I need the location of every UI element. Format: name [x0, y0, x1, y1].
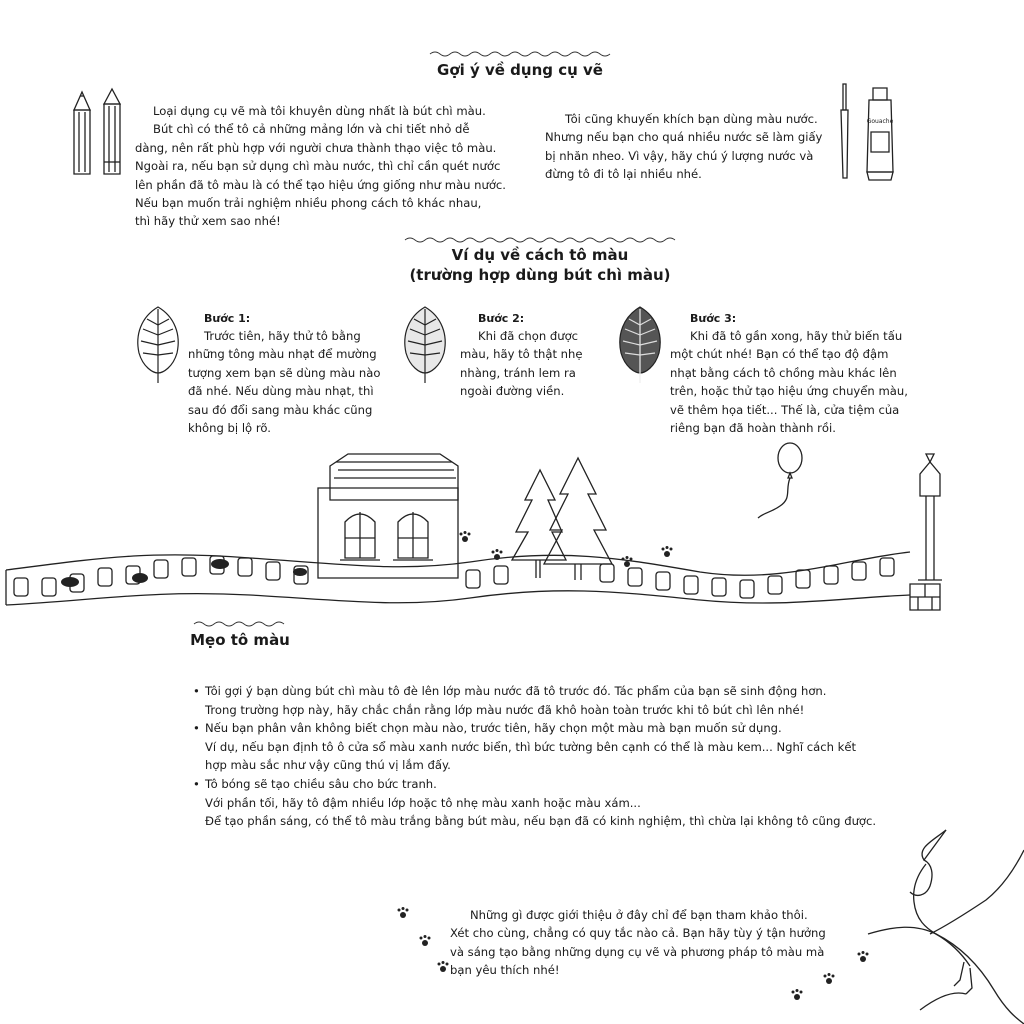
paw-print-icon	[822, 972, 836, 986]
leaf-light-icon	[400, 305, 450, 385]
paw-print-icon	[660, 545, 674, 559]
step-label: Bước 2:	[478, 312, 525, 325]
paw-print-icon	[418, 934, 432, 948]
pencil-line: Nếu bạn muốn trải nghiệm nhiều phong cách tô khác nhau,	[135, 196, 482, 211]
tip-line: Ví dụ, nếu bạn định tô ô cửa sổ màu xanh nước biển, thì bức tường bên cạnh có thể là màu kem... Nghĩ cách kết	[205, 739, 857, 754]
tip-line: Với phần tối, hãy tô đậm nhiều lớp hoặc tô nhẹ màu xanh hoặc màu xám...	[205, 795, 641, 810]
pencil-line: dàng, nên rất phù hợp với người chưa thành thạo việc tô màu.	[135, 140, 497, 155]
pencil-line: Loại dụng cụ vẽ mà tôi khuyên dùng nhất là bút chì màu.	[153, 104, 486, 118]
step-line: không bị lộ rõ.	[188, 421, 271, 436]
list-item	[193, 682, 933, 719]
step-line: sau đó đổi sang màu khác cũng	[188, 402, 373, 417]
leaf-outline-icon	[133, 305, 183, 385]
step-label: Bước 1:	[204, 312, 251, 325]
step-1	[188, 311, 403, 437]
pterodactyl-illustration	[866, 830, 1024, 1024]
pencil-line: thì hãy thử xem sao nhé!	[135, 214, 281, 229]
tip-line: Trong trường hợp này, hãy chắc chắn rằng lớp màu nước đã khô hoàn toàn trước khi tô bút chì lên nhé!	[205, 702, 805, 717]
section2-title-line1: Ví dụ về cách tô màu	[451, 246, 629, 264]
tip-line: Nếu bạn phân vân không biết chọn màu nào, trước tiên, hãy chọn một màu mà bạn muốn sử dụng.	[205, 721, 782, 736]
step-line: vẽ thêm họa tiết... Thế là, cửa tiệm của	[670, 402, 900, 417]
bullet: •	[193, 684, 200, 698]
step-3	[670, 311, 935, 437]
closing-paragraph	[450, 906, 870, 980]
step-line: nhạt bằng cách tô chồng màu khác lên	[670, 365, 897, 380]
watercolor-line: bị nhăn nheo. Vì vậy, hãy chú ý lượng nước và	[545, 148, 814, 163]
watercolor-paragraph	[545, 110, 845, 184]
wavy-underline-icon	[395, 236, 685, 244]
tip-line: Tô bóng sẽ tạo chiều sâu cho bức tranh.	[205, 776, 437, 791]
section3-title: Mẹo tô màu	[190, 631, 290, 649]
list-item	[193, 775, 933, 831]
pencil-paragraph	[135, 102, 535, 231]
step-line: đã nhé. Nếu dùng màu nhạt, thì	[188, 384, 374, 399]
step-label: Bước 3:	[690, 312, 737, 325]
step-line: Trước tiên, hãy thử tô bằng	[204, 329, 361, 343]
list-item	[193, 719, 933, 775]
step-line: Khi đã chọn được	[478, 329, 579, 343]
street-scene-illustration	[0, 440, 1024, 615]
section2-title-line2: (trường hợp dùng bút chì màu)	[409, 266, 671, 284]
section1-title: Gợi ý về dụng cụ vẽ	[437, 61, 603, 79]
pencil-line: lên phần đã tô màu là có thể tạo hiệu ứng giống như màu nước.	[135, 177, 506, 192]
paw-print-icon	[620, 555, 634, 569]
bullet: •	[193, 721, 200, 736]
section3-heading	[190, 618, 290, 658]
step-line: trên, hoặc thử tạo hiệu ứng chuyển màu,	[670, 384, 908, 399]
tips-list	[193, 682, 933, 831]
watercolor-line: đừng tô đi tô lại nhiều nhé.	[545, 167, 702, 182]
step-line: Khi đã tô gần xong, hãy thử biến tấu	[690, 329, 903, 343]
closing-line: Những gì được giới thiệu ở đây chỉ để bạn tham khảo thôi.	[470, 908, 808, 922]
step-line: nhàng, tránh lem ra	[460, 365, 576, 380]
tip-line: Tôi gợi ý bạn dùng bút chì màu tô đè lên lớp màu nước đã tô trước đó. Tác phẩm của bạn sẽ sinh động hơn.	[205, 684, 827, 698]
paw-print-icon	[436, 960, 450, 974]
paw-print-icon	[790, 988, 804, 1002]
pencil-line: Ngoài ra, nếu bạn sử dụng chì màu nước, thì chỉ cần quét nước	[135, 159, 501, 174]
tip-line: Để tạo phần sáng, có thể tô màu trắng bằng bút màu, nếu bạn đã có kinh nghiệm, thì chừa lại không tô cũng được.	[205, 814, 877, 829]
wavy-underline-icon	[190, 620, 290, 628]
paw-print-icon	[490, 548, 504, 562]
paw-print-icon	[458, 530, 472, 544]
closing-line: và sáng tạo bằng những dụng cụ vẽ và phương pháp tô màu mà	[450, 944, 825, 959]
paw-print-icon	[396, 906, 410, 920]
closing-line: bạn yêu thích nhé!	[450, 963, 560, 978]
step-line: tượng xem bạn sẽ dùng màu nào	[188, 365, 381, 380]
closing-line: Xét cho cùng, chẳng có quy tắc nào cả. Bạn hãy tùy ý tận hưởng	[450, 926, 826, 941]
step-line: màu, hãy tô thật nhẹ	[460, 347, 583, 362]
section1-heading	[425, 48, 615, 88]
step-2	[460, 311, 610, 401]
pencils-icon	[70, 88, 130, 180]
wavy-underline-icon	[425, 50, 615, 58]
step-line: riêng bạn đã hoàn thành rồi.	[670, 421, 836, 436]
section2-heading	[395, 234, 685, 294]
watercolor-line: Nhưng nếu bạn cho quá nhiều nước sẽ làm giấy	[545, 130, 823, 145]
step-line: những tông màu nhạt để mường	[188, 347, 377, 362]
tube-label: Gouache	[866, 118, 894, 125]
watercolor-line: Tôi cũng khuyến khích bạn dùng màu nước.	[565, 112, 818, 126]
tip-line: hợp màu sắc như vậy cũng thú vị lắm đấy.	[205, 758, 451, 773]
leaf-dark-icon	[615, 305, 665, 385]
step-line: một chút nhé! Bạn có thể tạo độ đậm	[670, 347, 889, 362]
paint-tube-icon	[835, 82, 905, 182]
pencil-line: Bút chì có thể tô cả những mảng lớn và chi tiết nhỏ dễ	[153, 122, 470, 137]
bullet: •	[193, 776, 200, 791]
step-line: ngoài đường viền.	[460, 384, 565, 399]
